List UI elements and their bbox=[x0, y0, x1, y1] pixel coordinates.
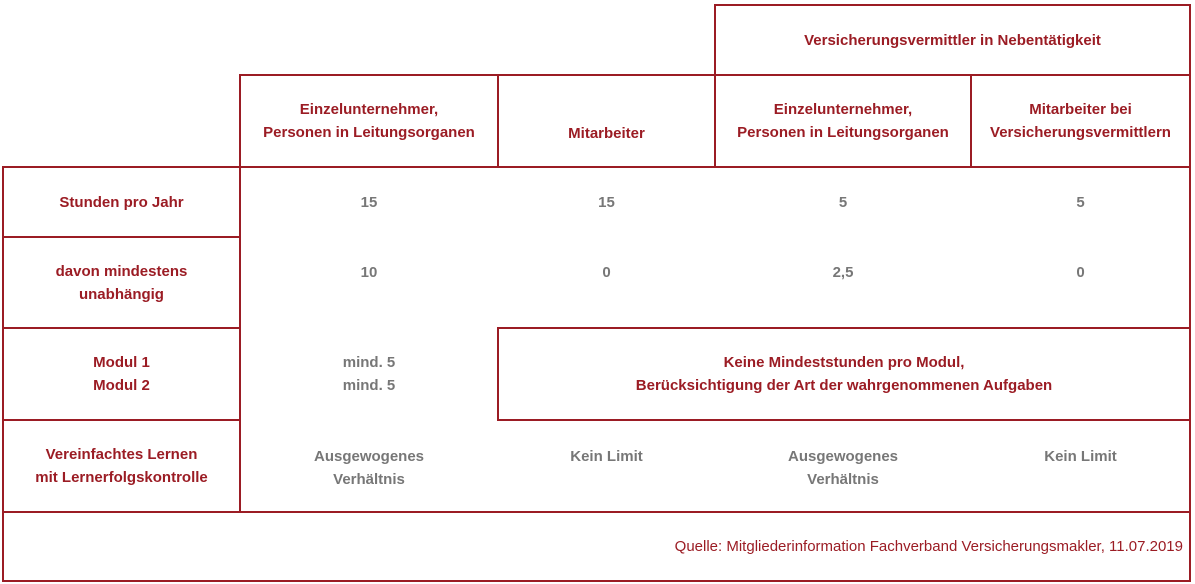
value-modules-col1: mind. 5 mind. 5 bbox=[342, 354, 396, 394]
value-learning-col3: Ausgewogenes Verhältnis bbox=[787, 448, 899, 488]
value-hours-col4: 5 bbox=[1076, 193, 1085, 211]
value-independent-col3: 2,5 bbox=[832, 264, 854, 281]
value-independent-col4: 0 bbox=[1076, 264, 1085, 281]
group-header-title: Versicherungsvermittler in Nebentätigkeit bbox=[804, 31, 1101, 49]
value-learning-col2: Kein Limit bbox=[570, 448, 643, 465]
row-label-independent: davon mindestens unabhängig bbox=[55, 262, 188, 303]
value-independent-col2: 0 bbox=[602, 264, 611, 281]
value-independent-col1: 10 bbox=[360, 264, 378, 281]
value-learning-col1: Ausgewogenes Verhältnis bbox=[313, 448, 425, 488]
column-header-3-label: Einzelunternehmer, Personen in Leitungsorganen bbox=[737, 101, 949, 141]
row-label-hours: Stunden pro Jahr bbox=[59, 193, 184, 211]
merged-note: Keine Mindeststunden pro Modul, Berücksichtigung der Art der wahrgenommenen Aufgaben bbox=[635, 354, 1053, 394]
source-note: Quelle: Mitgliederinformation Fachverband Versicherungsmakler, 11.07.2019 bbox=[674, 538, 1183, 555]
value-hours-col1: 15 bbox=[360, 193, 378, 211]
column-header-4-label: Mitarbeiter bei Versicherungsvermittlern bbox=[990, 101, 1171, 141]
row-label-modules: Modul 1 Modul 2 bbox=[93, 354, 150, 394]
value-hours-col2: 15 bbox=[598, 193, 615, 211]
row-label-learning: Vereinfachtes Lernen mit Lernerfolgskontrolle bbox=[35, 446, 208, 486]
column-header-2-label: Mitarbeiter bbox=[568, 125, 645, 142]
value-hours-col3: 5 bbox=[838, 193, 848, 211]
value-learning-col4: Kein Limit bbox=[1044, 448, 1117, 465]
column-header-1-label: Einzelunternehmer, Personen in Leitungsorganen bbox=[263, 101, 475, 141]
